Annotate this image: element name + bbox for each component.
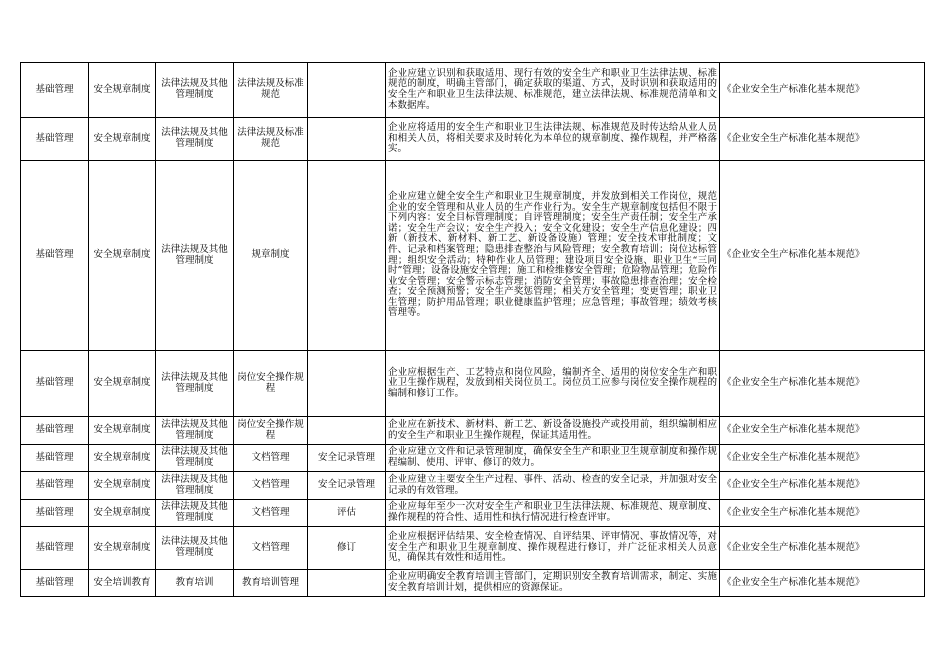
detail-cell: 安全记录管理 [308, 445, 386, 472]
category-cell: 基础管理 [21, 472, 89, 500]
sub-element-cell: 法律法规及其他管理制度 [156, 445, 234, 472]
reference-cell: 《企业安全生产标准化基本规范》 [720, 351, 925, 417]
sub-element-cell: 法律法规及其他管理制度 [156, 118, 234, 161]
element-cell: 安全培训教育 [89, 570, 156, 597]
element-cell: 安全规章制度 [89, 118, 156, 161]
regulation-table [20, 62, 925, 597]
category-cell: 基础管理 [21, 417, 89, 445]
reference-cell: 《企业安全生产标准化基本规范》 [720, 118, 925, 161]
sub-element-cell: 法律法规及其他管理制度 [156, 500, 234, 527]
content-cell: 企业应建立识别和获取适用、现行有效的安全生产和职业卫生法律法规、标准规范的制度，明确主管部门，确定获取的渠道、方式，及时识别和获取适用的安全生产和职业卫生法律法规、标准规范，建立法律法规、标准规范清单和文本数据库。 [386, 63, 720, 118]
detail-cell: 安全记录管理 [308, 472, 386, 500]
element-cell: 安全规章制度 [89, 63, 156, 118]
category-cell: 基础管理 [21, 63, 89, 118]
reference-cell: 《企业安全生产标准化基本规范》 [720, 63, 925, 118]
content-cell: 企业应建立健全安全生产和职业卫生规章制度，并发放到相关工作岗位，规范企业的安全管理和从业人员的生产作业行为。安全生产规章制度包括但不限于下列内容：安全目标管理制度；自评管理制度；安全生产责任制；安全生产承诺；安全生产会议；安全生产投入；安全文化建设；安全生产信息化建设；四新（新技术、新材料、新工艺、新设备设施）管理；安全技术审批制度；文件、记录和档案管理；隐患排查整治与风险管理；安全教育培训；岗位达标管理；组织安全活动；特种作业人员管理；建设项目安全设施、职业卫生“三同时”管理；设备设施安全管理；施工和检维修安全管理；危险物品管理；危险作业安全管理；安全警示标志管理；消防安全管理；事故隐患排查治理；安全检查；安全预测预警；安全生产奖惩管理；相关方安全管理；变更管理；职业卫生管理；防护用品管理；职业健康监护管理；应急管理；事故管理；绩效考核管理等。 [386, 161, 720, 351]
table-row [21, 570, 925, 597]
item-cell: 教育培训管理 [234, 570, 308, 597]
element-cell: 安全规章制度 [89, 472, 156, 500]
sub-element-cell: 法律法规及其他管理制度 [156, 417, 234, 445]
sub-element-cell: 法律法规及其他管理制度 [156, 63, 234, 118]
category-cell: 基础管理 [21, 161, 89, 351]
category-cell: 基础管理 [21, 351, 89, 417]
element-cell: 安全规章制度 [89, 417, 156, 445]
detail-cell [308, 351, 386, 417]
category-cell: 基础管理 [21, 445, 89, 472]
detail-cell [308, 63, 386, 118]
reference-cell: 《企业安全生产标准化基本规范》 [720, 417, 925, 445]
category-cell: 基础管理 [21, 527, 89, 570]
reference-cell: 《企业安全生产标准化基本规范》 [720, 161, 925, 351]
detail-cell: 评估 [308, 500, 386, 527]
category-cell: 基础管理 [21, 500, 89, 527]
content-cell: 企业应每年至少一次对安全生产和职业卫生法律法规、标准规范、规章制度、操作规程的符合性、适用性和执行情况进行检查评审。 [386, 500, 720, 527]
content-cell: 企业应根据评估结果、安全检查情况、自评结果、评审情况、事故情况等，对安全生产和职业卫生规章制度、操作规程进行修订，并广泛征求相关人员意见，确保其有效性和适用性。 [386, 527, 720, 570]
content-cell: 企业应建立文件和记录管理制度，确保安全生产和职业卫生规章制度和操作规程编制、使用、评审、修订的效力。 [386, 445, 720, 472]
sub-element-cell: 法律法规及其他管理制度 [156, 527, 234, 570]
detail-cell [308, 417, 386, 445]
element-cell: 安全规章制度 [89, 527, 156, 570]
table-row [21, 527, 925, 570]
item-cell: 文档管理 [234, 472, 308, 500]
table-row [21, 500, 925, 527]
element-cell: 安全规章制度 [89, 445, 156, 472]
table-row [21, 118, 925, 161]
table-row [21, 445, 925, 472]
sub-element-cell: 法律法规及其他管理制度 [156, 351, 234, 417]
reference-cell: 《企业安全生产标准化基本规范》 [720, 500, 925, 527]
category-cell: 基础管理 [21, 570, 89, 597]
detail-cell [308, 570, 386, 597]
item-cell: 岗位安全操作规程 [234, 417, 308, 445]
content-cell: 企业应在新技术、新材料、新工艺、新设备设施投产或投用前，组织编制相应的安全生产和职业卫生操作规程，保证其适用性。 [386, 417, 720, 445]
table-row [21, 161, 925, 351]
content-cell: 企业应建立主要安全生产过程、事件、活动、检查的安全记录，并加强对安全记录的有效管理。 [386, 472, 720, 500]
item-cell: 岗位安全操作规程 [234, 351, 308, 417]
sub-element-cell: 法律法规及其他管理制度 [156, 472, 234, 500]
element-cell: 安全规章制度 [89, 500, 156, 527]
item-cell: 法律法规及标准规范 [234, 118, 308, 161]
detail-cell: 修订 [308, 527, 386, 570]
element-cell: 安全规章制度 [89, 351, 156, 417]
item-cell: 法律法规及标准规范 [234, 63, 308, 118]
item-cell: 文档管理 [234, 500, 308, 527]
content-cell: 企业应明确安全教育培训主管部门，定期识别安全教育培训需求，制定、实施安全教育培训计划，提供相应的资源保证。 [386, 570, 720, 597]
reference-cell: 《企业安全生产标准化基本规范》 [720, 472, 925, 500]
sub-element-cell: 教育培训 [156, 570, 234, 597]
table-row [21, 417, 925, 445]
content-cell: 企业应将适用的安全生产和职业卫生法律法规、标准规范及时传达给从业人员和相关人员，将相关要求及时转化为本单位的规章制度、操作规程，并严格落实。 [386, 118, 720, 161]
item-cell: 文档管理 [234, 527, 308, 570]
detail-cell [308, 161, 386, 351]
sub-element-cell: 法律法规及其他管理制度 [156, 161, 234, 351]
table-row [21, 351, 925, 417]
content-cell: 企业应根据生产、工艺特点和岗位风险，编制齐全、适用的岗位安全生产和职业卫生操作规程，发放到相关岗位员工。岗位员工应参与岗位安全操作规程的编制和修订工作。 [386, 351, 720, 417]
reference-cell: 《企业安全生产标准化基本规范》 [720, 445, 925, 472]
reference-cell: 《企业安全生产标准化基本规范》 [720, 527, 925, 570]
item-cell: 文档管理 [234, 445, 308, 472]
category-cell: 基础管理 [21, 118, 89, 161]
item-cell: 规章制度 [234, 161, 308, 351]
detail-cell [308, 118, 386, 161]
table-row [21, 63, 925, 118]
reference-cell: 《企业安全生产标准化基本规范》 [720, 570, 925, 597]
table-row [21, 472, 925, 500]
element-cell: 安全规章制度 [89, 161, 156, 351]
